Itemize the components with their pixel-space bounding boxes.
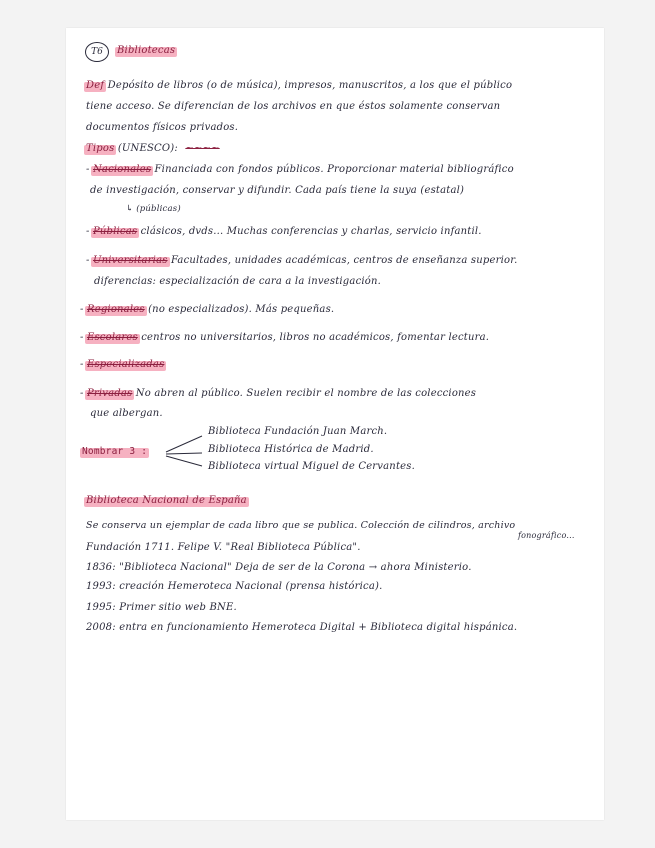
page-title: Bibliotecas [117,45,176,56]
definition-label: Def [86,80,105,91]
nombrar-item: Biblioteca Histórica de Madrid. [208,444,374,455]
nombrar-label: Nombrar 3 : [82,446,148,457]
type-privadas-line-2: que albergan. [90,408,163,419]
type-privadas-line-1: - Privadas No abren al público. Suelen recibir el nombre de las colecciones [80,388,477,399]
bne-title: Biblioteca Nacional de España [86,495,247,506]
bne-line-4: 1993: creación Hemeroteca Nacional (prensa histórica). [86,581,383,592]
type-universitarias-line-1: - Universitarias Facultades, unidades académicas, centros de enseñanza superior. [86,255,518,266]
bracket-lines [164,432,206,468]
type-nacionales-line-1: - Nacionales Financiada con fondos públicos. Proporcionar material bibliográfico [86,164,514,175]
bne-line-2: Fundación 1711. Felipe V. "Real Biblioteca Pública". [86,542,361,553]
bne-line-5: 1995: Primer sitio web BNE. [86,602,237,613]
bne-line-3: 1836: "Biblioteca Nacional" Deja de ser de la Corona → ahora Ministerio. [86,562,472,573]
type-escolares: - Escolares centros no universitarios, libros no académicos, fomentar lectura. [80,332,490,343]
definition-line-3: documentos físicos privados. [86,122,239,133]
type-universitarias-line-2: diferencias: especialización de cara a la investigación. [94,276,382,287]
type-especializadas: - Especializadas [80,359,165,370]
definition-line-1: Def Depósito de libros (o de música), impresos, manuscritos, a los que el público [86,80,513,91]
nombrar-item: Biblioteca virtual Miguel de Cervantes. [208,461,415,472]
type-regionales: - Regionales (no especializados). Más pequeñas. [80,304,335,315]
notebook-page [66,28,604,820]
tipos-heading: Tipos (UNESCO): ~~~~ [86,143,220,154]
type-nacionales-note: ↳ (públicas) [126,204,181,214]
type-publicas: - Públicas clásicos, dvds... Muchas conferencias y charlas, servicio infantil. [86,226,482,237]
bne-line-1: Se conserva un ejemplar de cada libro que se publica. Colección de cilindros, archivo [86,520,516,531]
unit-badge: T6 [85,42,109,62]
bne-line-6: 2008: entra en funcionamiento Hemeroteca Digital + Biblioteca digital hispánica. [86,622,518,633]
definition-line-2: tiene acceso. Se diferencian de los archivos en que éstos solamente conservan [86,101,501,112]
bne-line-1b: fonográfico... [518,531,575,540]
type-nacionales-line-2: de investigación, conservar y difundir. Cada país tiene la suya (estatal) [90,185,465,196]
nombrar-item: Biblioteca Fundación Juan March. [208,426,388,437]
